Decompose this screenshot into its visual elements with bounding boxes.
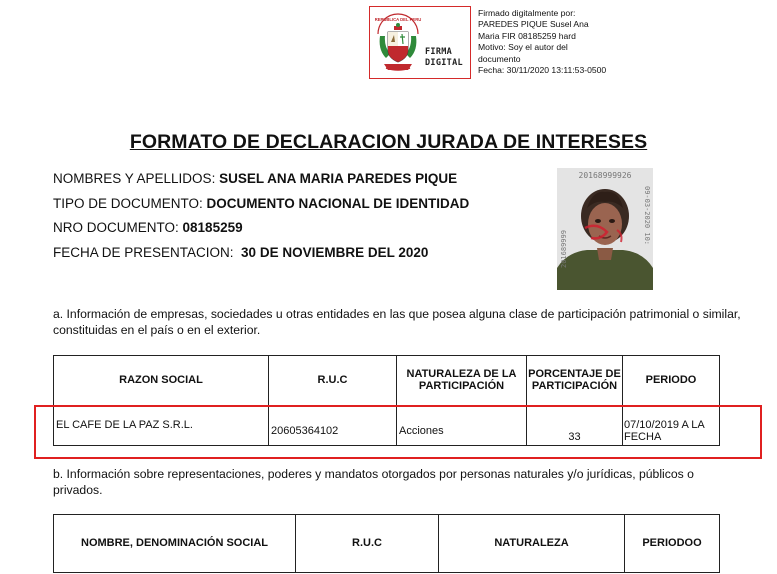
column-header: NATURALEZA [439, 515, 625, 573]
field-label: TIPO DE DOCUMENTO: [53, 196, 203, 211]
field-names [53, 171, 457, 186]
field-doc-number [53, 220, 243, 235]
signature-info [478, 8, 658, 76]
signature-info-line: PAREDES PIQUE Susel Ana [478, 19, 589, 30]
field-label: NOMBRES Y APELLIDOS: [53, 171, 216, 186]
signature-info-line: Firmado digitalmente por: [478, 8, 576, 18]
photo-side-text: 201689999 [560, 230, 568, 268]
column-header: R.U.C [296, 515, 439, 573]
field-date [53, 245, 428, 260]
cell-naturaleza: Acciones [397, 406, 527, 446]
section-b-text: b. Información sobre representaciones, poderes y mandatos otorgados por personas naturales y/o jurídicas, públicos o privados. [53, 467, 694, 497]
column-header: RAZON SOCIAL [54, 356, 269, 406]
digital-signature-stamp [369, 6, 471, 79]
cell-ruc: 20605364102 [269, 406, 397, 446]
column-header: R.U.C [269, 356, 397, 406]
table-header-row [54, 515, 720, 573]
column-header: NOMBRE, DENOMINACIÓN SOCIAL [54, 515, 296, 573]
document-title: FORMATO DE DECLARACION JURADA DE INTERESES [129, 131, 648, 153]
cell-periodo: 07/10/2019 A LA FECHA [623, 406, 720, 446]
firma-word: FIRMA [425, 47, 453, 57]
field-value: 08185259 [182, 220, 243, 235]
signature-info-line: Motivo: Soy el autor del [478, 42, 568, 53]
field-value: SUSEL ANA MARIA PAREDES PIQUE [219, 171, 458, 186]
field-doc-type [53, 196, 469, 211]
signature-info-line: Fecha: 30/11/2020 13:11:53-0500 [478, 65, 607, 76]
id-photo [557, 168, 653, 290]
field-label: FECHA DE PRESENTACION: [53, 245, 234, 260]
photo-right-text: 09-03-2020 10: [643, 186, 651, 246]
digital-word: DIGITAL [425, 58, 463, 68]
seal-caption: REPUBLICA DEL PERU [374, 17, 422, 22]
column-header: PORCENTAJE DE PARTICIPACIÓN [527, 356, 623, 406]
column-header: PERIODOO [625, 515, 720, 573]
column-header: PERIODO [623, 356, 720, 406]
column-header: NATURALEZA DE LA PARTICIPACIÓN [397, 356, 527, 406]
firma-digital-label [425, 47, 463, 69]
peru-coat-of-arms-icon [374, 12, 422, 76]
field-value: DOCUMENTO NACIONAL DE IDENTIDAD [206, 196, 470, 211]
cell-razon-social: EL CAFE DE LA PAZ S.R.L. [54, 406, 269, 446]
section-b-table [53, 514, 720, 573]
cell-porcentaje: 33 [527, 406, 623, 446]
field-label: NRO DOCUMENTO: [53, 220, 179, 235]
section-a-text: a. Información de empresas, sociedades u otras entidades en las que posea alguna clase de participación patrimonial o similar, constituidas en el país o en el exterior. [53, 307, 741, 337]
table-row [54, 406, 720, 446]
section-a-table [53, 355, 720, 446]
signature-info-line: documento [478, 53, 521, 64]
photo-top-text: 20168999926 [578, 171, 632, 180]
signature-info-line: Maria FIR 08185259 hard [478, 30, 576, 41]
field-value: 30 DE NOVIEMBRE DEL 2020 [241, 245, 429, 260]
table-header-row [54, 356, 720, 406]
